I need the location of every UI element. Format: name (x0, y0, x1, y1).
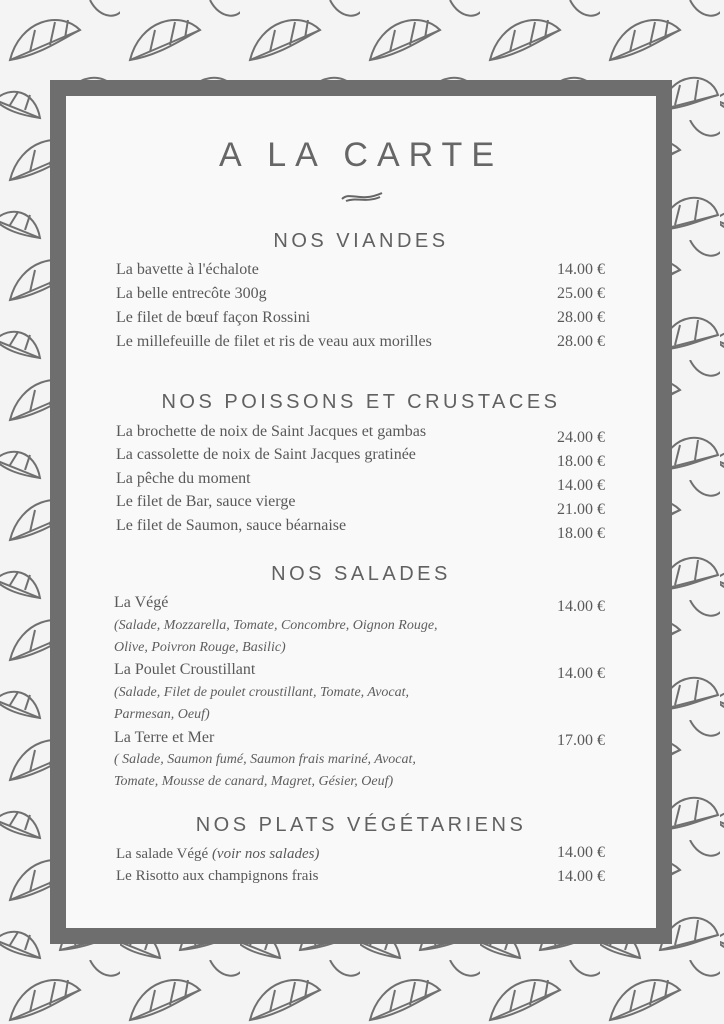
menu-item-name: La Végé (114, 594, 169, 611)
menu-item-price: 28.00 € (557, 333, 605, 350)
section-heading-viandes: NOS VIANDES (273, 230, 449, 252)
menu-item-name: Le millefeuille de filet et ris de veau aux morilles (116, 333, 432, 350)
section-heading-salades: NOS SALADES (271, 563, 451, 585)
menu-item-price: 14.00 € (557, 261, 605, 278)
menu-item-name: La Terre et Mer (114, 729, 215, 746)
page-title: A LA CARTE (218, 136, 504, 174)
menu-item-price: 14.00 € (557, 598, 605, 615)
menu-item-price: 14.00 € (557, 868, 605, 885)
menu-item-price: 17.00 € (557, 732, 605, 749)
menu-item-name: La brochette de noix de Saint Jacques et gambas (116, 423, 427, 440)
menu-item-name: Le filet de bœuf façon Rossini (116, 309, 311, 326)
menu-item-name (116, 846, 319, 863)
menu-item-price: 25.00 € (557, 285, 605, 302)
menu-item-description: ( Salade, Saumon fumé, Saumon frais mariné, Avocat, (114, 752, 416, 767)
menu-item-price: 18.00 € (557, 453, 605, 470)
menu-item-name: Le Risotto aux champignons frais (116, 868, 319, 884)
menu-item-name: La pêche du moment (116, 470, 251, 487)
menu-item-description: (Salade, Filet de poulet croustillant, Tomate, Avocat, (114, 685, 410, 700)
menu-item-description: Tomate, Mousse de canard, Magret, Gésier, Oeuf) (114, 774, 394, 789)
menu-item-name: La belle entrecôte 300g (116, 285, 267, 302)
menu-item-name: La cassolette de noix de Saint Jacques gratinée (116, 446, 416, 463)
section-heading-poissons: NOS POISSONS ET CRUSTACES (161, 391, 561, 413)
menu-item-description: Olive, Poivron Rouge, Basilic) (114, 640, 286, 655)
menu-item-note: (voir nos salades) (211, 846, 320, 862)
menu-item-price: 28.00 € (557, 309, 605, 326)
menu-item-price: 24.00 € (557, 429, 605, 446)
flourish-ornament-icon (340, 189, 384, 205)
menu-item-price: 21.00 € (557, 501, 605, 518)
menu-item-name: La Poulet Croustillant (114, 661, 256, 678)
menu-item-name: Le filet de Bar, sauce vierge (116, 493, 296, 510)
menu-item-description: Parmesan, Oeuf) (114, 707, 210, 722)
menu-item-description: (Salade, Mozzarella, Tomate, Concombre, Oignon Rouge, (114, 618, 438, 633)
menu-item-name: La bavette à l'échalote (116, 261, 259, 278)
section-heading-vegetariens: NOS PLATS VÉGÉTARIENS (195, 814, 527, 836)
menu-item-price: 14.00 € (557, 844, 605, 861)
menu-item-name: Le filet de Saumon, sauce béarnaise (116, 517, 347, 534)
menu-item-price: 18.00 € (557, 525, 605, 542)
menu-item-name-text: La salade Végé (116, 846, 209, 862)
menu-item-price: 14.00 € (557, 477, 605, 494)
menu-item-price: 14.00 € (557, 665, 605, 682)
